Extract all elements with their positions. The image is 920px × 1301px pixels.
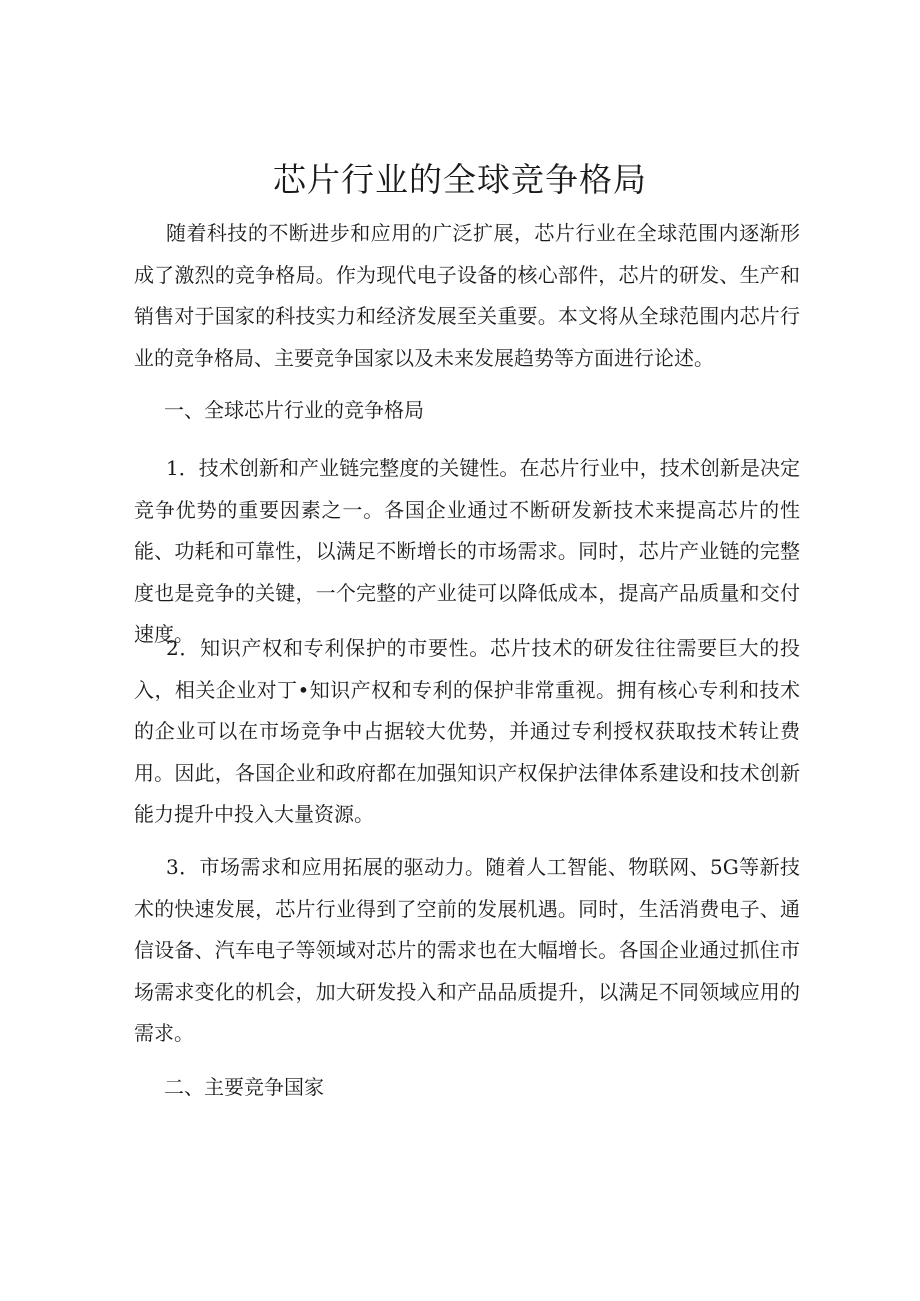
section-heading-2: 二、主要竞争国家 <box>164 1075 324 1099</box>
point-2-paragraph: 2．知识产权和专利保护的市要性。芯片技术的研发往往需要巨大的投入，相关企业对丁•知识产权和专利的保护非常重视。拥有核心专利和技术的企业可以在市场竞争中占据较大优势，并通过专利授权获取技术转让费用。因此，各国企业和政府都在加强知识产权保护法律体系建设和技术创新能力提升中投入大量资源。 <box>134 636 800 826</box>
intro-paragraph: 随着科技的不断进步和应用的广泛扩展，芯片行业在全球范围内逐渐形成了激烈的竞争格局。作为现代电子设备的核心部件，芯片的研发、生产和销售对于国家的科技实力和经济发展至关重要。本文将从全球范围内芯片行业的竞争格局、主要竞争国家以及未来发展趋势等方面进行论述。 <box>134 221 800 370</box>
document-title: 芯片行业的全球竞争格局 <box>273 160 647 199</box>
point-1-paragraph: 1．技术创新和产业链完整度的关键性。在芯片行业中，技术创新是决定竞争优势的重要因素之一。各国企业通过不断研发新技术来提高芯片的性能、功耗和可靠性，以满足不断增长的市场需求。同时，芯片产业链的完整度也是竞争的关键，一个完整的产业徒可以降低成本，提高产品质量和交付速度。 <box>134 456 800 646</box>
point-3-paragraph: 3．市场需求和应用拓展的驱动力。随着人工智能、物联网、5G等新技术的快速发展，芯片行业得到了空前的发展机遇。同时，生活消费电子、通信设备、汽车电子等领域对芯片的需求也在大幅增长。各国企业通过抓住市场需求变化的机会，加大研发投入和产品品质提升，以满足不同领域应用的需求。 <box>134 855 800 1045</box>
section-heading-1: 一、全球芯片行业的竞争格局 <box>164 398 424 422</box>
